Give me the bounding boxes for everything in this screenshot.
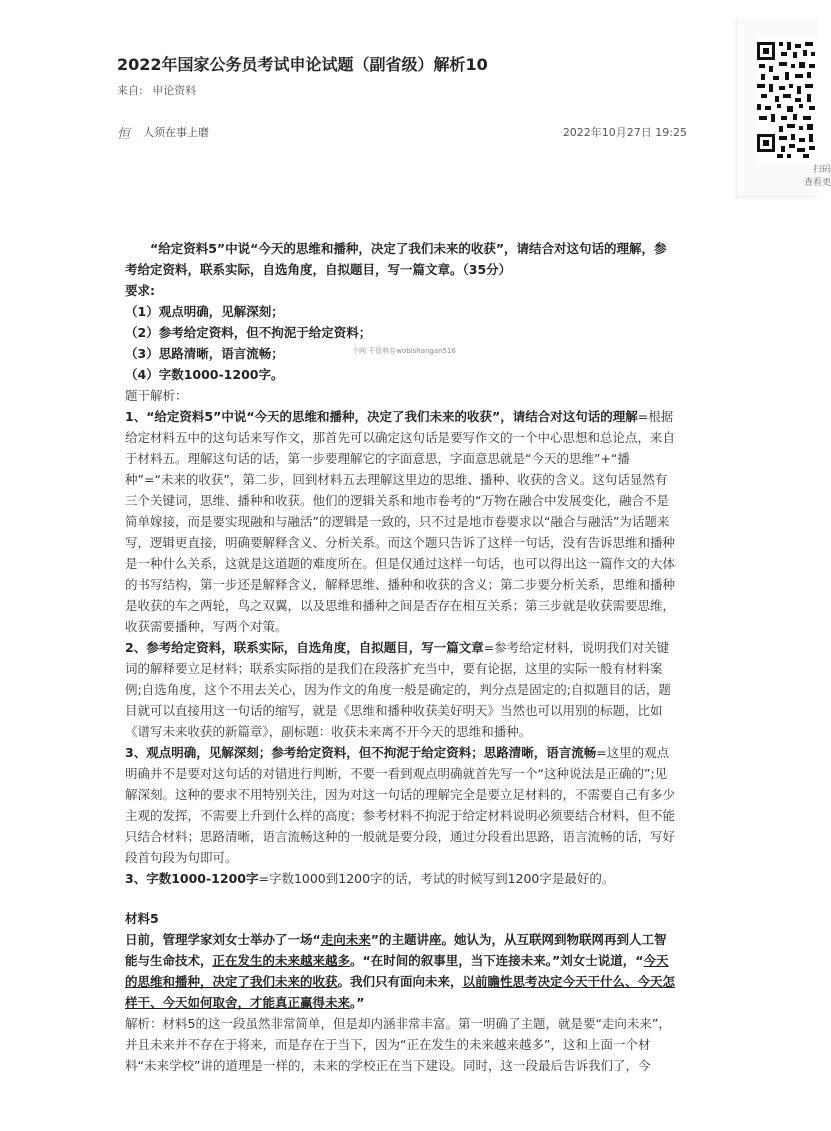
analysis-item-text: =参考给定材料，说明我们对关键词的解释要立足材料；联系实际指的是我们在段落扩充当中，要有论据，这里的实际一般有材料案例;自选角度，这个不用去关心，因为作文的角度一般是确定的，判分点是固定的;自拟题目的话，题目就可以直接用这一句话的缩写，就是《思维和播种收获美好明天》当然也可以用别的标题，比如《谱写未来收获的新篇章》，副标题：收获未来离不开今天的思维和播种。 — [125, 640, 671, 739]
analysis-item — [125, 742, 677, 868]
material-text: 。“在时间的叙事里，当下连接未来。”刘女士说道，“ — [350, 953, 644, 968]
analysis-item-text: =字数1000到1200字的话，考试的时候写到1200字是最好的。 — [258, 871, 615, 886]
material-text: 。我们只有面向未来， — [337, 974, 463, 989]
post-timestamp: 2022年10月27日 19:25 — [562, 126, 687, 139]
qr-code-icon — [757, 38, 817, 162]
analysis-item — [125, 868, 677, 889]
qr-hint — [761, 164, 831, 190]
watermark: 个网 千资料存wobishangan516 — [352, 347, 456, 355]
material-text: 。” — [350, 995, 365, 1010]
author-avatar-icon[interactable]: 恒 — [117, 127, 131, 142]
material-underlined: 正在发生的未来越来越多 — [212, 953, 351, 968]
qr-hint-line2: 查看更 — [803, 178, 831, 188]
analysis-item-heading: 3、观点明确，见解深刻；参考给定资料，但不拘泥于给定资料；思路清晰，语言流畅 — [125, 745, 597, 760]
requirement-item: （4）字数1000-1200字。 — [125, 367, 284, 382]
analysis-item — [125, 637, 677, 742]
source-label: 来自: — [117, 84, 143, 97]
material-underlined: 今天的思维和播种，决定了我们未来的收获 — [125, 953, 669, 989]
author-name[interactable]: 人须在事上磨 — [143, 126, 209, 139]
analysis-item-heading: 3、字数1000-1200字 — [125, 871, 259, 886]
analysis-item-text: =根据给定材料五中的这句话来写作文，那首先可以确定这句话是要写作文的一个中心思想和总论点，来自于材料五。理解这句话的话，第一步要理解它的字面意思，字面意思就是“今天的思维”+“播种”=“未来的收获”，第二步，回到材料五去理解这里边的思维、播种、收获的含义。这句话显然有三个关键词，思维、播种和收获。他们的逻辑关系和地市卷考的“万物在融合中发展变化，融合不是简单嫁接，而是要实现融和与融活”的逻辑是一致的，只不过是地市卷要求以“融合与融活”为话题来写，逻辑更直接，明确要解释含义、分析关系。而这个题只告诉了这样一句话，没有告诉思维和播种是一种什么关系，这就是这道题的难度所在。但是仅通过这样一句话，也可以得出这一篇作文的大体的书写结构，第一步还是解释含义，解释思维、播种和收获的含义；第二步要分析关系，思维和播种是收获的车之两轮，鸟之双翼，以及思维和播种之间是否存在相互关系；第三步就是收获需要思维，收获需要播种，写两个对策。 — [125, 409, 676, 634]
source-line — [117, 82, 202, 98]
material-paragraph — [125, 929, 677, 1013]
requirements-label: 要求: — [125, 283, 155, 298]
analysis-item-text: =这里的观点明确并不是要对这句话的对错进行判断，不要一看到观点明确就首先写一个“这种说法是正确的”;见解深刻。这种的要求不用特别关注，因为对这一句话的理解完全是要立足材料的，不需要自己有多少主观的发挥，不需要上升到什么样的高度；参考材料不拘泥于给定材料说明必须要结合材料，但不能只结合材料；思路清晰，语言流畅这种的一般就是要分段，通过分段看出思路，语言流畅的话，写好段首句段为句即可。 — [125, 745, 676, 865]
analysis-item-heading: 2、参考给定资料，联系实际，自选角度，自拟题目，写一篇文章 — [125, 640, 484, 655]
explanation-paragraph: 解析：材料5的这一段虽然非常简单，但是却内涵非常丰富。第一明确了主题，就是要“走向未来”，并且未来并不存在于将来，而是存在于当下，因为“正在发生的未来越来越多”，这和上面一个材料“未来学校”讲的道理是一样的，未来的学校正在当下建设。同时，这一段最后告诉我们了，今 — [125, 1016, 671, 1073]
qr-panel — [736, 18, 831, 197]
material-label: 材料5 — [125, 911, 159, 926]
author-row — [117, 124, 687, 140]
material-underlined: 走向未来 — [320, 932, 371, 947]
question-prompt: “给定资料5”中说“今天的思维和播种，决定了我们未来的收获”，请结合对这句话的理解，参考给定资料，联系实际，自选角度，自拟题目，写一篇文章。（35分） — [125, 241, 667, 277]
analysis-item-heading: 1、“给定资料5”中说“今天的思维和播种，决定了我们未来的收获”，请结合对这句话的理解 — [125, 409, 638, 424]
article-body — [125, 238, 677, 1076]
source-name[interactable]: 申论资料 — [152, 84, 197, 97]
requirement-item: （1）观点明确，见解深刻； — [125, 304, 284, 319]
analysis-label: 题干解析： — [125, 388, 188, 403]
spacer — [125, 889, 677, 908]
requirement-item: （2）参考给定资料，但不拘泥于给定资料； — [125, 325, 372, 340]
qr-hint-line1: 扫码 — [812, 165, 831, 175]
material-text: 日前，管理学家刘女士举办了一场“ — [125, 932, 321, 947]
material-underlined: 以前瞻性思考决定今天干什么、今天怎样干、今天如何取舍，才能真正赢得未来 — [125, 974, 676, 1010]
requirement-item: （3）思路清晰，语言流畅； — [125, 346, 284, 361]
analysis-item — [125, 406, 677, 637]
material-text: ”的主题讲座。她认为，从互联网到物联网再到人工智能与生命技术， — [125, 932, 667, 968]
page-title: 2022年国家公务员考试申论试题（副省级）解析10 — [117, 55, 488, 74]
